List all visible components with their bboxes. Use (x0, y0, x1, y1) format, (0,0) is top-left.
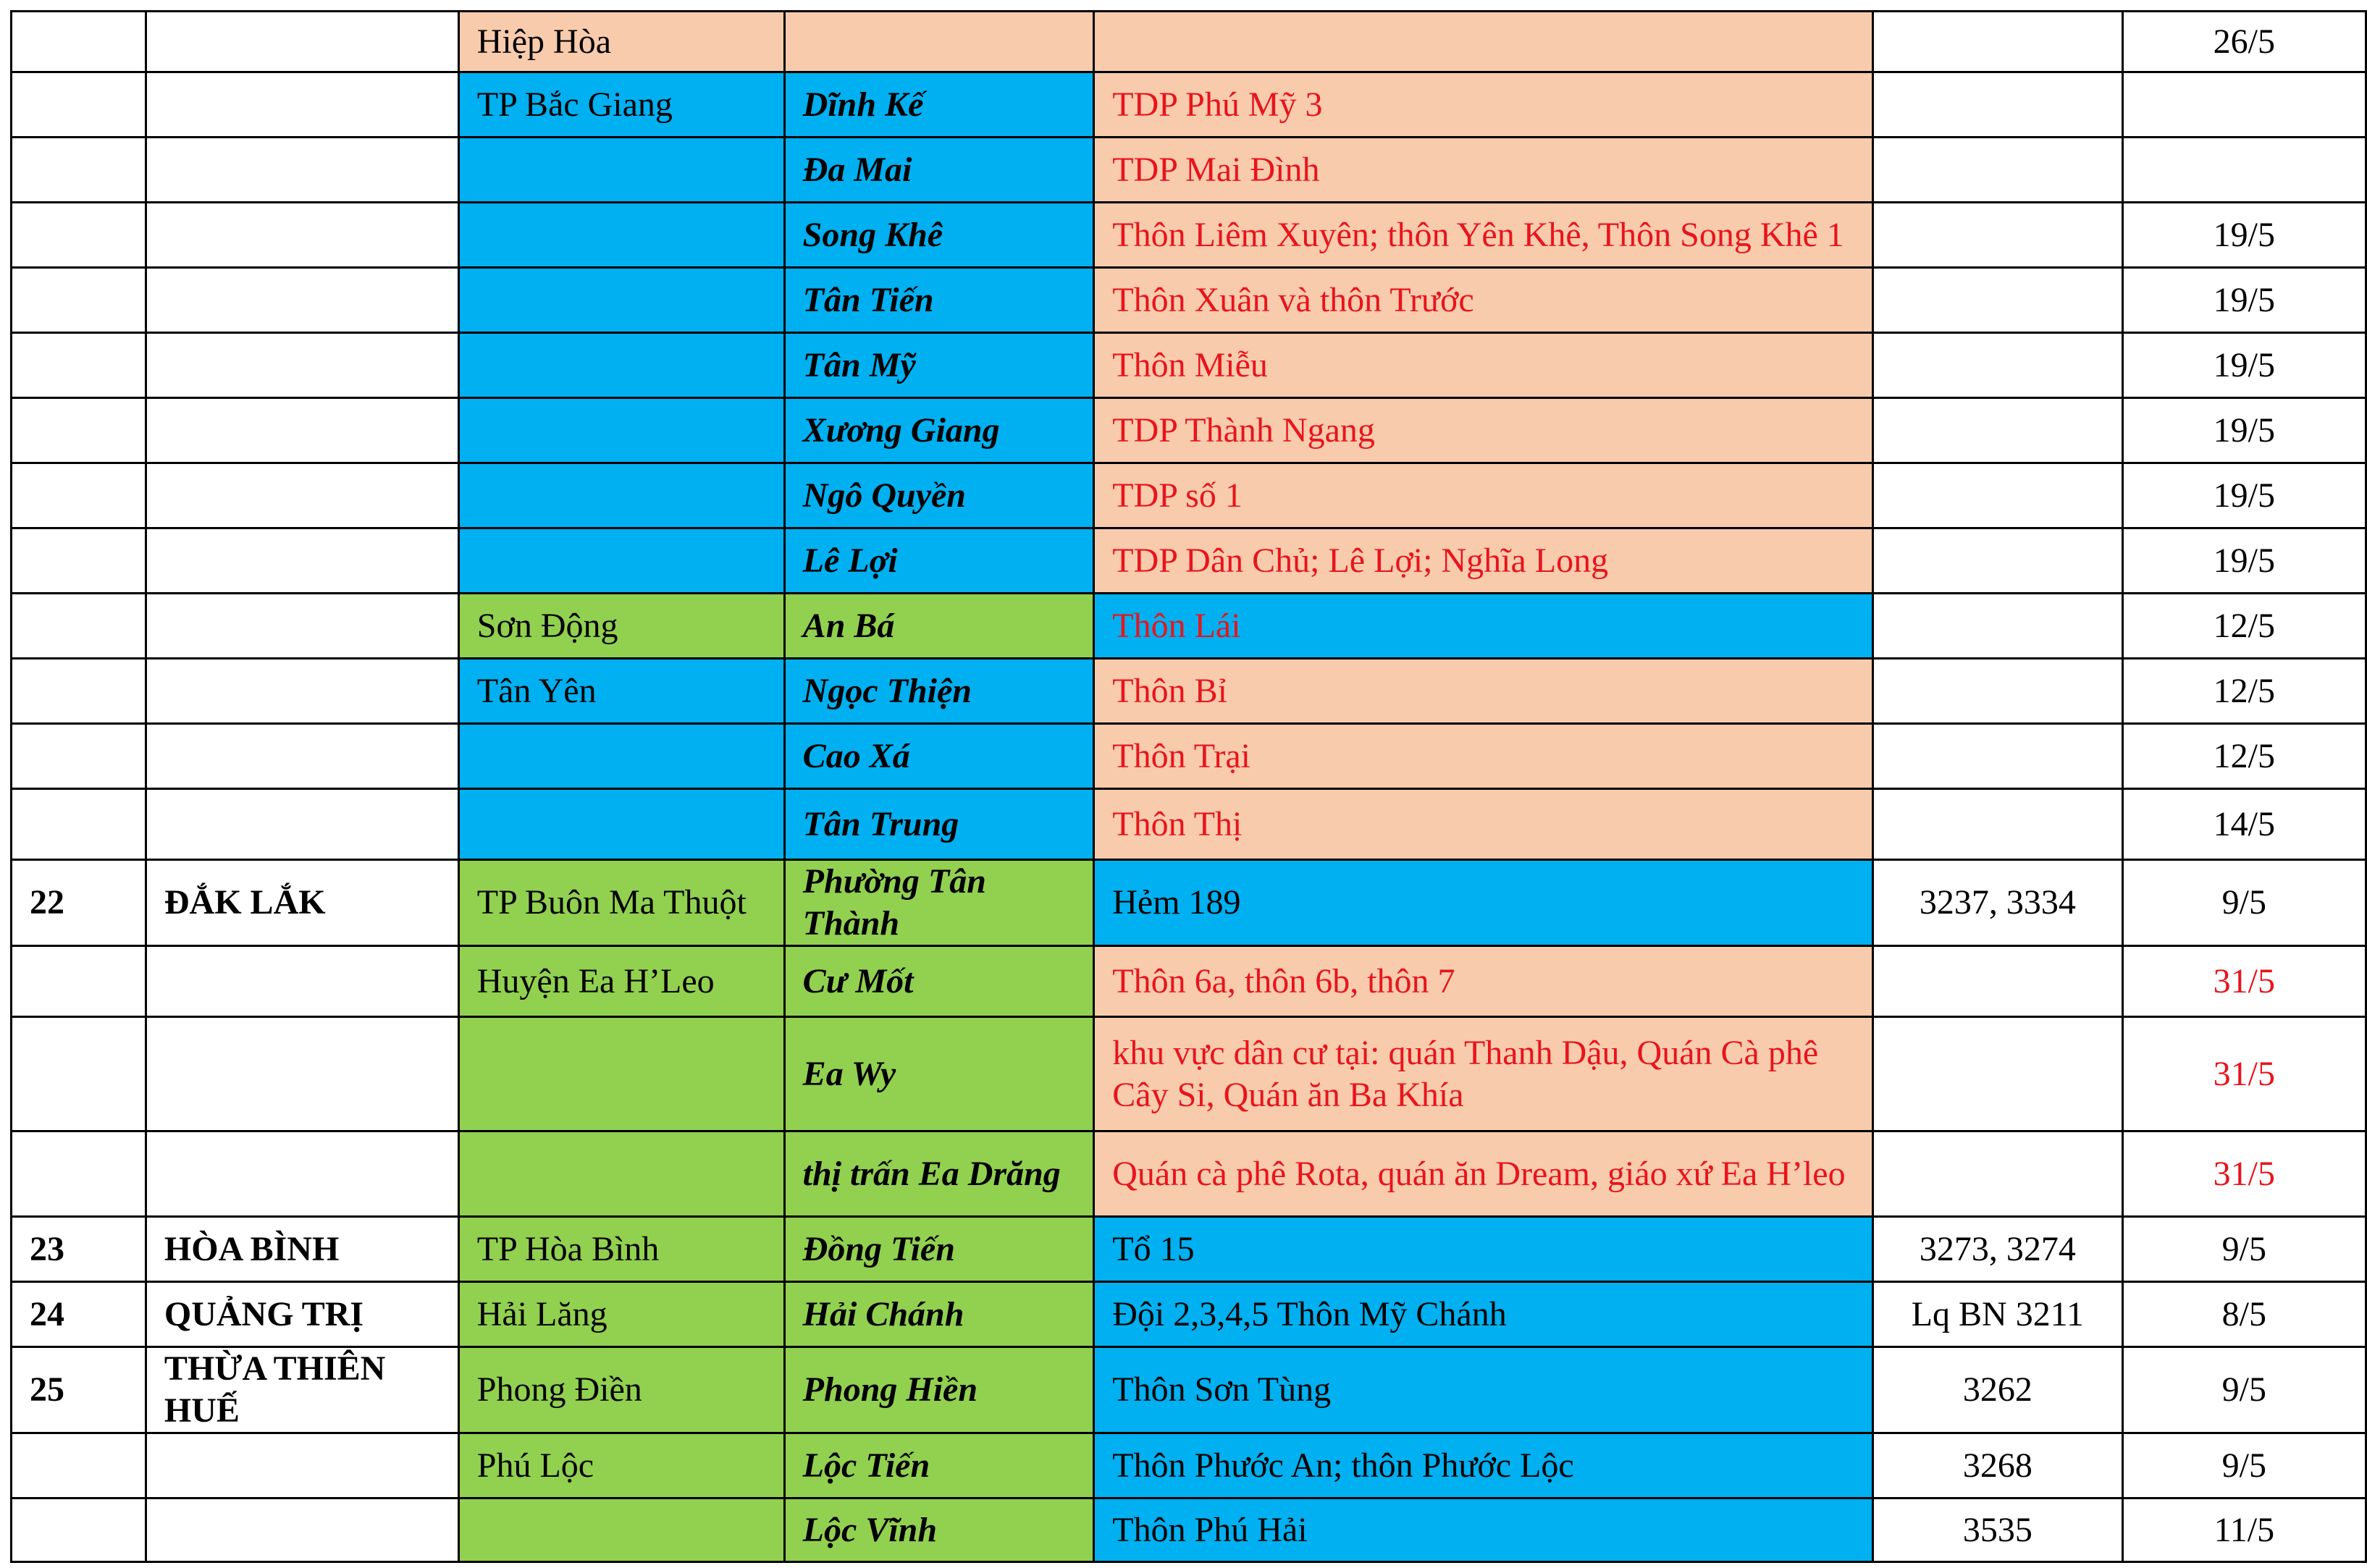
cell-stt (12, 1131, 146, 1217)
cell-date: 26/5 (2122, 12, 2366, 72)
cell-location: Thôn Trại (1094, 724, 1873, 789)
table-row (12, 1282, 2366, 1347)
cell-date: 19/5 (2122, 333, 2366, 398)
cell-date (2122, 72, 2366, 138)
cell-province (146, 1499, 458, 1562)
cell-location: Thôn Miễu (1094, 333, 1873, 398)
cell-case-number: 3535 (1872, 1499, 2122, 1562)
cell-date: 12/5 (2122, 659, 2366, 724)
cell-location: Thôn Phước An; thôn Phước Lộc (1094, 1433, 1873, 1499)
cell-ward: Cư Mốt (784, 946, 1094, 1017)
cell-stt (12, 946, 146, 1017)
cell-date: 12/5 (2122, 724, 2366, 789)
cell-date: 11/5 (2122, 1499, 2366, 1562)
cell-province: HÒA BÌNH (146, 1217, 458, 1282)
cell-case-number: 3237, 3334 (1872, 860, 2122, 946)
table-row (12, 594, 2366, 659)
cell-stt: 25 (12, 1347, 146, 1433)
cell-stt: 22 (12, 860, 146, 946)
cell-province (146, 138, 458, 203)
cell-location: Tổ 15 (1094, 1217, 1873, 1282)
table-row (12, 72, 2366, 138)
cell-district (458, 789, 784, 860)
table-row (12, 946, 2366, 1017)
table-row (12, 12, 2366, 72)
cell-province (146, 333, 458, 398)
cell-ward: Tân Tiến (784, 268, 1094, 333)
cell-case-number (1872, 528, 2122, 594)
cell-district: TP Bắc Giang (458, 72, 784, 138)
cell-ward: Phường Tân Thành (784, 860, 1094, 946)
table-row (12, 1433, 2366, 1499)
cell-ward: An Bá (784, 594, 1094, 659)
cell-district (458, 203, 784, 268)
cell-date: 9/5 (2122, 860, 2366, 946)
cell-district: Huyện Ea H’Leo (458, 946, 784, 1017)
table-row (12, 860, 2366, 946)
cell-district: Sơn Động (458, 594, 784, 659)
cell-stt (12, 1017, 146, 1131)
cell-location (1094, 12, 1873, 72)
cell-district: Tân Yên (458, 659, 784, 724)
cell-stt (12, 72, 146, 138)
cell-location: Thôn Liêm Xuyên; thôn Yên Khê, Thôn Song Khê 1 (1094, 203, 1873, 268)
cell-date (2122, 138, 2366, 203)
table-row (12, 138, 2366, 203)
cell-location: TDP Phú Mỹ 3 (1094, 72, 1873, 138)
cell-ward: Phong Hiền (784, 1347, 1094, 1433)
cell-case-number (1872, 268, 2122, 333)
table-row (12, 203, 2366, 268)
cell-date: 19/5 (2122, 398, 2366, 463)
table-row (12, 398, 2366, 463)
cell-province (146, 1131, 458, 1217)
cell-stt (12, 528, 146, 594)
cell-location: TDP Thành Ngang (1094, 398, 1873, 463)
cell-location: Thôn 6a, thôn 6b, thôn 7 (1094, 946, 1873, 1017)
cell-case-number (1872, 138, 2122, 203)
cell-ward: Đa Mai (784, 138, 1094, 203)
cell-case-number (1872, 12, 2122, 72)
cell-case-number (1872, 946, 2122, 1017)
cell-ward: Xương Giang (784, 398, 1094, 463)
cell-location: TDP Dân Chủ; Lê Lợi; Nghĩa Long (1094, 528, 1873, 594)
table-body (12, 12, 2366, 1562)
cell-case-number (1872, 1131, 2122, 1217)
cell-district (458, 1017, 784, 1131)
cell-stt: 23 (12, 1217, 146, 1282)
cell-district: Phú Lộc (458, 1433, 784, 1499)
cell-stt (12, 594, 146, 659)
cell-ward: Lộc Tiến (784, 1433, 1094, 1499)
cell-location: TDP Mai Đình (1094, 138, 1873, 203)
cell-ward: Lê Lợi (784, 528, 1094, 594)
cell-case-number (1872, 398, 2122, 463)
cell-ward: Dĩnh Kế (784, 72, 1094, 138)
cell-location: TDP số 1 (1094, 463, 1873, 528)
cell-ward: Tân Mỹ (784, 333, 1094, 398)
cell-date: 9/5 (2122, 1217, 2366, 1282)
cell-province (146, 463, 458, 528)
cell-case-number (1872, 72, 2122, 138)
cell-province (146, 946, 458, 1017)
cell-district (458, 333, 784, 398)
cell-district: TP Hòa Bình (458, 1217, 784, 1282)
cell-location: khu vực dân cư tại: quán Thanh Dậu, Quán Cà phê Cây Si, Quán ăn Ba Khía (1094, 1017, 1873, 1131)
cell-province: THỪA THIÊN HUẾ (146, 1347, 458, 1433)
cell-location: Thôn Lái (1094, 594, 1873, 659)
table-row (12, 528, 2366, 594)
cell-stt (12, 659, 146, 724)
cell-ward: Song Khê (784, 203, 1094, 268)
cell-district: Phong Điền (458, 1347, 784, 1433)
cell-province: ĐẮK LẮK (146, 860, 458, 946)
cell-date: 19/5 (2122, 463, 2366, 528)
cell-district (458, 268, 784, 333)
cell-district: TP Buôn Ma Thuột (458, 860, 784, 946)
cell-stt (12, 268, 146, 333)
cell-date: 8/5 (2122, 1282, 2366, 1347)
table-row (12, 724, 2366, 789)
cell-date: 31/5 (2122, 1017, 2366, 1131)
table-row (12, 463, 2366, 528)
cell-case-number (1872, 203, 2122, 268)
cell-province (146, 12, 458, 72)
cell-district: Hiệp Hòa (458, 12, 784, 72)
cell-ward: Ngọc Thiện (784, 659, 1094, 724)
cell-date: 19/5 (2122, 528, 2366, 594)
cell-province (146, 724, 458, 789)
cell-case-number (1872, 594, 2122, 659)
cell-district (458, 528, 784, 594)
cell-district: Hải Lăng (458, 1282, 784, 1347)
cell-case-number (1872, 659, 2122, 724)
cell-province (146, 203, 458, 268)
cell-case-number: 3268 (1872, 1433, 2122, 1499)
table-row (12, 1347, 2366, 1433)
cell-province (146, 72, 458, 138)
table-row (12, 1217, 2366, 1282)
cell-province (146, 528, 458, 594)
cell-stt (12, 333, 146, 398)
cell-stt (12, 12, 146, 72)
cell-location: Thôn Sơn Tùng (1094, 1347, 1873, 1433)
cell-location: Hẻm 189 (1094, 860, 1873, 946)
cell-location: Thôn Phú Hải (1094, 1499, 1873, 1562)
cell-ward: Tân Trung (784, 789, 1094, 860)
cell-ward: Hải Chánh (784, 1282, 1094, 1347)
cell-date: 19/5 (2122, 203, 2366, 268)
cell-case-number (1872, 789, 2122, 860)
cell-ward: Đồng Tiến (784, 1217, 1094, 1282)
cell-case-number (1872, 724, 2122, 789)
cell-stt (12, 1499, 146, 1562)
cell-province (146, 398, 458, 463)
table-row (12, 1131, 2366, 1217)
cell-stt (12, 138, 146, 203)
cell-stt (12, 789, 146, 860)
table-row (12, 789, 2366, 860)
cell-ward: Cao Xá (784, 724, 1094, 789)
cell-location: Thôn Bỉ (1094, 659, 1873, 724)
cell-date: 31/5 (2122, 946, 2366, 1017)
cell-ward: thị trấn Ea Drăng (784, 1131, 1094, 1217)
cell-location: Đội 2,3,4,5 Thôn Mỹ Chánh (1094, 1282, 1873, 1347)
cell-case-number (1872, 333, 2122, 398)
cell-province: QUẢNG TRỊ (146, 1282, 458, 1347)
table-row (12, 268, 2366, 333)
cell-district (458, 1499, 784, 1562)
table-row (12, 659, 2366, 724)
cell-district (458, 398, 784, 463)
cell-district (458, 1131, 784, 1217)
cell-ward: Ngô Quyền (784, 463, 1094, 528)
cell-date: 19/5 (2122, 268, 2366, 333)
cell-stt (12, 1433, 146, 1499)
cell-date: 14/5 (2122, 789, 2366, 860)
cell-stt: 24 (12, 1282, 146, 1347)
cell-province (146, 594, 458, 659)
cell-ward (784, 12, 1094, 72)
cell-province (146, 1433, 458, 1499)
cell-stt (12, 724, 146, 789)
cell-district (458, 138, 784, 203)
cell-location: Quán cà phê Rota, quán ăn Dream, giáo xứ Ea H’leo (1094, 1131, 1873, 1217)
cell-district (458, 724, 784, 789)
cell-date: 9/5 (2122, 1433, 2366, 1499)
cell-province (146, 789, 458, 860)
cell-case-number: 3262 (1872, 1347, 2122, 1433)
cell-ward: Ea Wy (784, 1017, 1094, 1131)
cell-province (146, 268, 458, 333)
cell-location: Thôn Thị (1094, 789, 1873, 860)
table-row (12, 1499, 2366, 1562)
cell-case-number: Lq BN 3211 (1872, 1282, 2122, 1347)
cell-stt (12, 398, 146, 463)
table-row (12, 333, 2366, 398)
cell-case-number: 3273, 3274 (1872, 1217, 2122, 1282)
cell-province (146, 659, 458, 724)
cell-case-number (1872, 1017, 2122, 1131)
cell-location: Thôn Xuân và thôn Trước (1094, 268, 1873, 333)
cell-date: 9/5 (2122, 1347, 2366, 1433)
cell-stt (12, 203, 146, 268)
cell-stt (12, 463, 146, 528)
cell-date: 31/5 (2122, 1131, 2366, 1217)
outbreak-locations-table (10, 10, 2367, 1563)
cell-province (146, 1017, 458, 1131)
cell-district (458, 463, 784, 528)
cell-case-number (1872, 463, 2122, 528)
table-row (12, 1017, 2366, 1131)
cell-ward: Lộc Vĩnh (784, 1499, 1094, 1562)
cell-date: 12/5 (2122, 594, 2366, 659)
